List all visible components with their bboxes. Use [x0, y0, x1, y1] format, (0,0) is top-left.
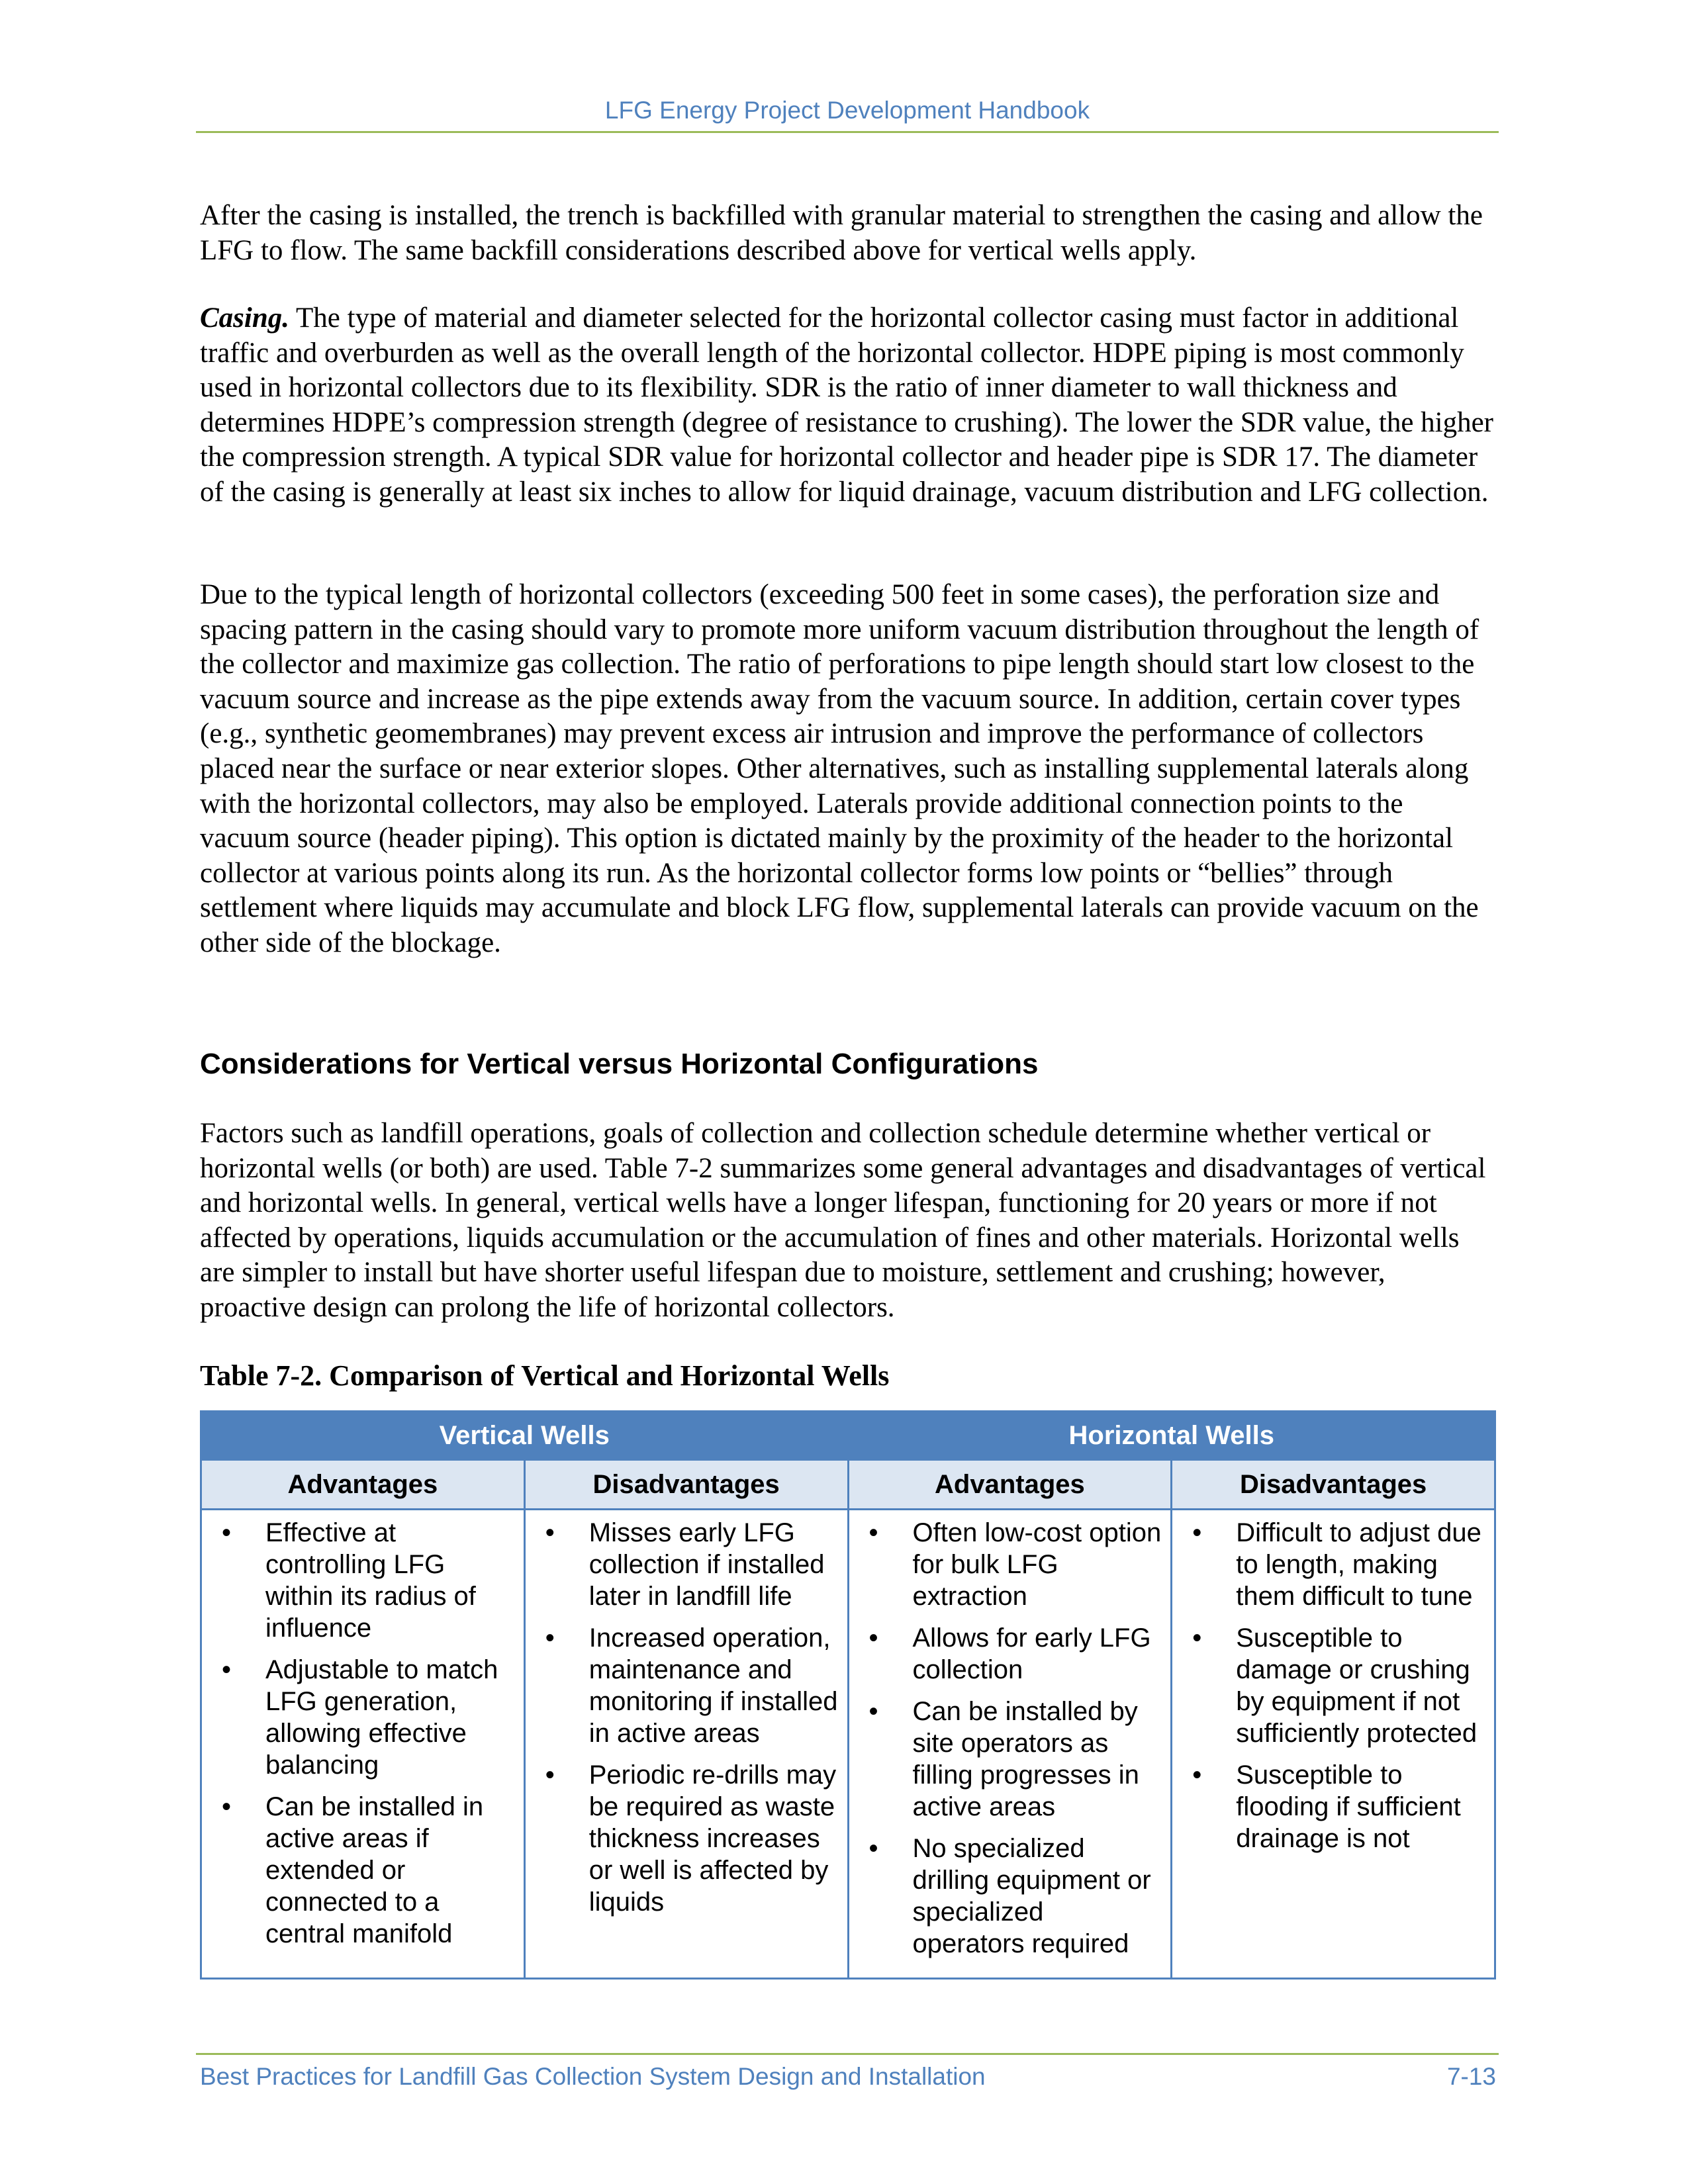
bullet-list [1182, 1517, 1485, 1854]
paragraph-casing [200, 301, 1497, 510]
paragraph-text: After the casing is installed, the trench is backfilled with granular material to strengthen the casing and allow the LFG to flow. The same backfill considerations described above for vertical wells apply. [200, 200, 1483, 266]
paragraph-backfill [200, 199, 1497, 268]
table-cell-horizontal-advantages [848, 1510, 1172, 1979]
bullet-list [859, 1517, 1162, 1960]
section-heading: Considerations for Vertical versus Horizontal Configurations [200, 1048, 1039, 1080]
group-header-vertical: Vertical Wells [201, 1412, 849, 1460]
bullet-list [535, 1517, 838, 1918]
list-item: • Difficult to adjust due to length, making them difficult to tune [1182, 1517, 1485, 1612]
paragraph-configurations [200, 1116, 1497, 1326]
list-item: • Misses early LFG collection if installed later in landfill life [535, 1517, 838, 1612]
footer-divider [196, 2053, 1499, 2055]
list-item: • Can be installed by site operators as filling progresses in active areas [859, 1696, 1162, 1823]
footer-title: Best Practices for Landfill Gas Collection System Design and Installation [200, 2063, 986, 2090]
table-subheader-row [201, 1460, 1495, 1510]
table-cell-vertical-disadvantages [524, 1510, 848, 1979]
paragraph-text: Factors such as landfill operations, goals of collection and collection schedule determine whether vertical or horizontal wells (or both) are used. Table 7-2 summarizes some general advantages and disadvantages of vertical and horizontal wells. In general, vertical wells have a longer lifespan, functioning for 20 years or more if not affected by operations, liquids accumulation or the accumulation of fines and other materials. Horizontal wells are simpler to install but have shorter useful lifespan due to moisture, settlement and crushing; however, proactive design can prolong the life of horizontal collectors. [200, 1118, 1486, 1323]
table-row [201, 1510, 1495, 1979]
list-item: • Susceptible to flooding if sufficient drainage is not [1182, 1759, 1485, 1854]
paragraph-body: The type of material and diameter selected for the horizontal collector casing must factor in additional traffic and overburden as well as the overall length of the horizontal collector. HDPE piping is most commonly used in horizontal collectors due to its flexibility. SDR is the ratio of inner diameter to wall thickness and determines HDPE’s compression strength (degree of resistance to crushing). The lower the SDR value, the higher the compression strength. A typical SDR value for horizontal collector and header pipe is SDR 17. The diameter of the casing is generally at least six inches to allow for liquid drainage, vacuum distribution and LFG collection. [200, 302, 1494, 508]
list-item: • Effective at controlling LFG within its radius of influence [211, 1517, 514, 1644]
list-item: • Can be installed in active areas if extended or connected to a central manifold [211, 1791, 514, 1950]
page-number: 7-13 [1446, 2063, 1496, 2090]
table-caption: Table 7-2. Comparison of Vertical and Horizontal Wells [200, 1359, 890, 1392]
comparison-table [200, 1410, 1496, 1979]
bullet-list [211, 1517, 514, 1950]
list-item: • Often low-cost option for bulk LFG extraction [859, 1517, 1162, 1612]
column-header: Advantages [848, 1460, 1172, 1510]
table-group-header-row [201, 1412, 1495, 1460]
column-header: Advantages [201, 1460, 525, 1510]
list-item: • No specialized drilling equipment or specialized operators required [859, 1833, 1162, 1960]
header-divider [196, 131, 1499, 133]
table-cell-vertical-advantages [201, 1510, 525, 1979]
paragraph-perforation [200, 578, 1497, 961]
paragraph-lead-in: Casing. [200, 302, 290, 334]
list-item: • Adjustable to match LFG generation, allowing effective balancing [211, 1654, 514, 1781]
list-item: • Allows for early LFG collection [859, 1622, 1162, 1686]
paragraph-text: Due to the typical length of horizontal collectors (exceeding 500 feet in some cases), the perforation size and spacing pattern in the casing should vary to promote more uniform vacuum distribution throughout the length of the collector and maximize gas collection. The ratio of perforations to pipe length should start low closest to the vacuum source and increase as the pipe extends away from the vacuum source. In addition, certain cover types (e.g., synthetic geomembranes) may prevent excess air intrusion and improve the performance of collectors placed near the surface or near exterior slopes. Other alternatives, such as installing supplemental laterals along with the horizontal collectors, may also be employed. Laterals provide additional connection points to the vacuum source (header piping). This option is dictated mainly by the proximity of the header to the horizontal collector at various points along its run. As the horizontal collector forms low points or “bellies” through settlement where liquids may accumulate and block LFG flow, supplemental laterals can provide vacuum on the other side of the blockage. [200, 579, 1479, 958]
table-cell-horizontal-disadvantages [1172, 1510, 1495, 1979]
group-header-horizontal: Horizontal Wells [848, 1412, 1495, 1460]
paragraph-text [200, 301, 1497, 510]
list-item: • Increased operation, maintenance and monitoring if installed in active areas [535, 1622, 838, 1749]
list-item: • Periodic re-drills may be required as waste thickness increases or well is affected by liquids [535, 1759, 838, 1918]
column-header: Disadvantages [1172, 1460, 1495, 1510]
column-header: Disadvantages [524, 1460, 848, 1510]
list-item: • Susceptible to damage or crushing by equipment if not sufficiently protected [1182, 1622, 1485, 1749]
running-header: LFG Energy Project Development Handbook [604, 97, 1090, 124]
